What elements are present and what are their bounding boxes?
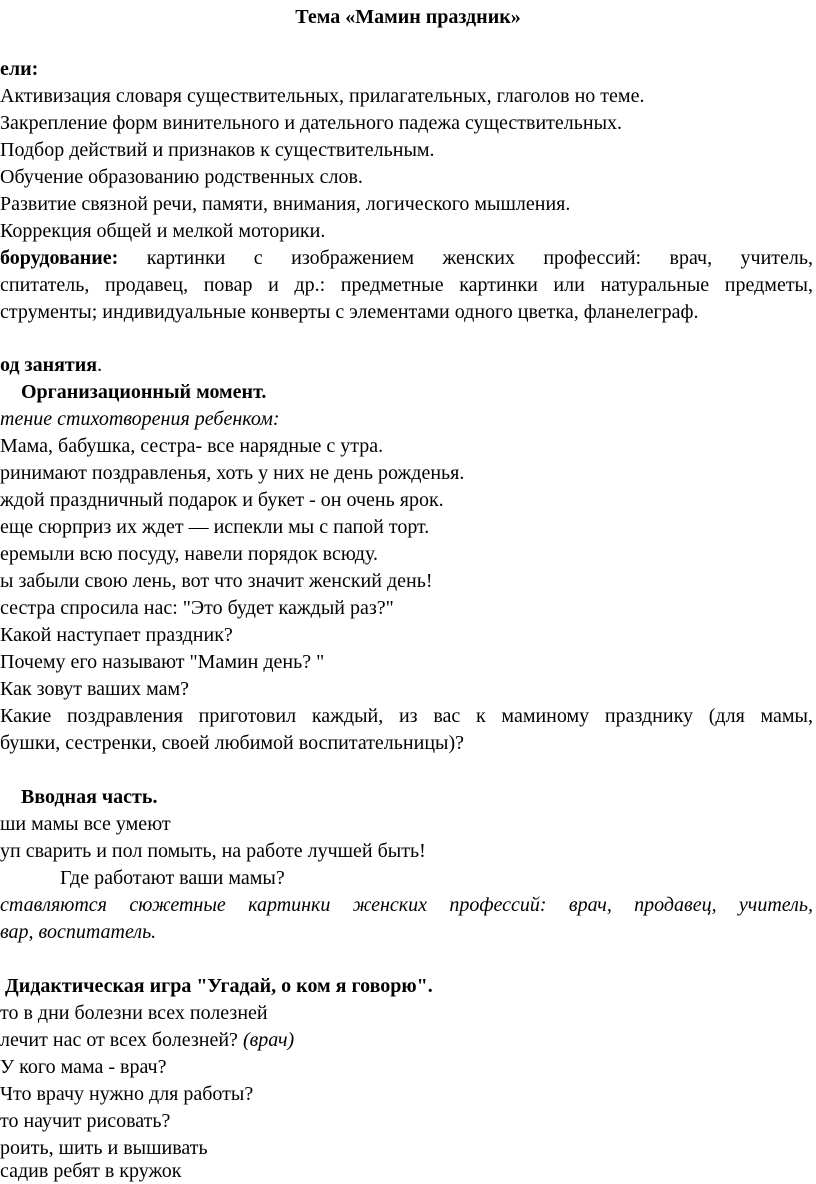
goal-item: Активизация словаря существительных, прилагательных, глаголов но теме. [0,85,645,107]
equipment-line [0,245,813,271]
lesson-heading-dot: . [97,354,103,376]
doctor-question: Что врачу нужно для работы? [0,1083,254,1105]
poem-line: ждой праздничный подарок и букет - он очень ярок. [0,489,444,511]
game-title: Дидактическая игра "Угадай, о ком я говорю". [5,975,433,997]
equipment-line: струменты; индивидуальные конверты с элементами одного цветка, фланелеграф. [0,301,699,323]
page-title: Тема «Мамин праздник» [295,6,521,28]
intro-line: уп сварить и пол помыть, на работе лучшей быть! [0,840,426,862]
riddle-line: то научит рисовать? [0,1110,171,1132]
riddle-text: лечит нас от всех болезней? [0,1029,238,1051]
lesson-heading [0,352,102,378]
equipment-label: борудование: [0,247,119,269]
pictures-note: ставляются сюжетные картинки женских профессий: врач, продавец, учитель, [0,894,813,916]
riddle-line [0,1027,294,1053]
poem-line: еще сюрприз их ждет — испекли мы с папой торт. [0,516,430,538]
congrats-line: бушки, сестренки, своей любимой воспитательницы)? [0,732,464,754]
question-line: Как зовут ваших мам? [0,678,190,700]
riddle-line: роить, шить и вышивать [0,1137,208,1159]
poem-line: Мама, бабушка, сестра- все нарядные с утра. [0,435,384,457]
reading-note: тение стихотворения ребенком: [0,408,280,430]
riddle-line: то в дни болезни всех полезней [0,1002,268,1024]
poem-line: сестра спросила нас: "Это будет каждый раз?" [0,597,394,619]
section-title-organizational: Организационный момент. [21,381,267,403]
goal-item: Закрепление форм винительного и дательного падежа существительных. [0,112,623,134]
question-line: Какой наступает праздник? [0,624,233,646]
goal-item: Развитие связной речи, памяти, внимания, логического мышления. [0,193,571,215]
doctor-question: У кого мама - врач? [0,1056,167,1078]
goal-item: Подбор действий и признаков к существительным. [0,139,435,161]
poem-line: ринимают поздравленья, хоть у них не день рожденья. [0,462,465,484]
poem-line: ы забыли свою лень, вот что значит женский день! [0,570,433,592]
riddle-answer: (врач) [242,1029,295,1051]
question-line: Почему его называют "Мамин день? " [0,651,325,673]
where-work-question: Где работают ваши мамы? [60,867,285,889]
goal-item: Обучение образованию родственных слов. [0,166,363,188]
pictures-note: вар, воспитатель. [0,921,157,943]
congrats-line: Какие поздравления приготовил каждый, из вас к маминому празднику (для мамы, [0,705,813,727]
goal-item: Коррекция общей и мелкой моторики. [0,220,326,242]
goals-heading: ели: [0,58,39,80]
equipment-line: спитатель, продавец, повар и др.: предметные картинки или натуральные предметы, [0,274,813,296]
section-title-intro: Вводная часть. [21,786,158,808]
lesson-heading-text: од занятия [0,354,98,376]
equipment-text: картинки с изображением женских профессий: врач, учитель, [146,247,814,269]
intro-line: ши мамы все умеют [0,813,171,835]
poem-line: еремыли всю посуду, навели порядок всюду. [0,543,378,565]
riddle-line: садив ребят в кружок [0,1160,182,1182]
